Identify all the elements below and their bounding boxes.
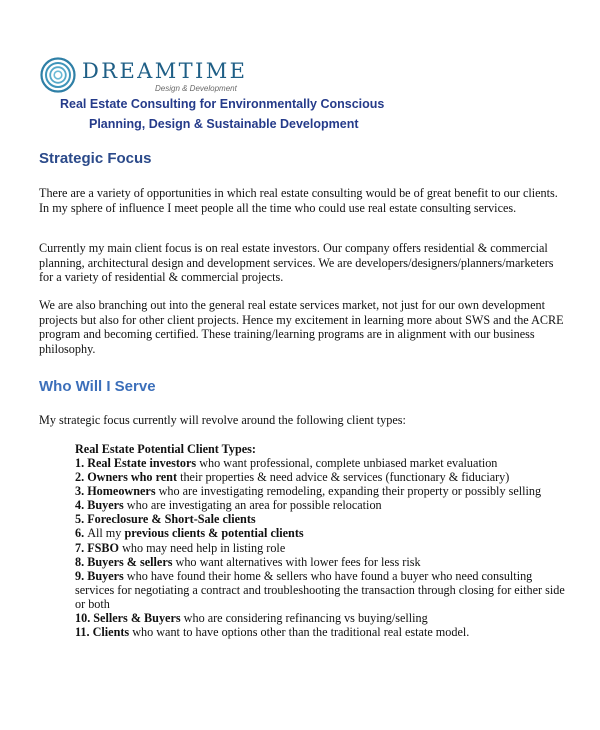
list-item (75, 526, 565, 540)
header-banner (34, 52, 416, 138)
item-number: 11. (75, 625, 93, 640)
list-item (75, 498, 565, 512)
tagline-line-1: Real Estate Consulting for Environmentally Conscious (60, 97, 385, 111)
item-rest: who have found their home & sellers who have found a buyer who need consulting services for negotiating a contract and troubleshooting the transaction through closing for either side or both (75, 568, 565, 611)
item-bold: Buyers (87, 568, 124, 583)
brand-name: DREAMTIME (82, 59, 248, 83)
item-number: 3. (75, 484, 88, 499)
item-bold: Real Estate investors (87, 456, 197, 470)
list-item (75, 456, 565, 470)
list-item (75, 512, 565, 526)
client-types-title: Real Estate Potential Client Types: (75, 442, 256, 456)
item-number: 2. (75, 470, 88, 485)
item-bold: FSBO (87, 540, 120, 555)
list-item (75, 484, 565, 498)
item-bold: Homeowners (87, 484, 156, 499)
item-number: 8. (75, 554, 88, 569)
item-bold: Sellers & Buyers (93, 611, 181, 626)
strategic-focus-heading: Strategic Focus (39, 150, 152, 167)
item-number: 1. (75, 456, 88, 470)
item-rest: who are investigating remodeling, expanding their property or possibly selling (155, 484, 542, 499)
item-bold: Owners who rent (87, 470, 178, 485)
spiral-logo-icon (40, 57, 76, 93)
item-bold: Buyers & sellers (87, 554, 173, 569)
brand-subtitle: Design & Development (155, 84, 237, 93)
item-number: 5. (75, 512, 88, 527)
list-item (75, 569, 565, 611)
list-item (75, 555, 565, 569)
list-item (75, 470, 565, 484)
list-item (75, 625, 565, 639)
item-bold: Buyers (87, 498, 124, 513)
item-rest: who are investigating an area for possible relocation (123, 498, 382, 513)
list-item (75, 611, 565, 625)
item-bold: previous clients & potential clients (124, 526, 304, 541)
item-rest: their properties & need advice & services (functionary & fiduciary) (177, 470, 510, 485)
client-types-list (75, 456, 565, 639)
item-rest: who are considering refinancing vs buying/selling (180, 611, 428, 626)
list-item (75, 541, 565, 555)
paragraph: There are a variety of opportunities in which real estate consulting would be of great benefit to our clients. In my sphere of influence I meet people all the time who could use real estate consulting services. (39, 186, 558, 215)
item-number: 9. (75, 568, 88, 583)
item-number: 7. (75, 540, 88, 555)
item-bold: Foreclosure & Short-Sale clients (87, 512, 256, 527)
item-number: 10. (75, 611, 94, 626)
item-rest: who want to have options other than the traditional real estate model. (129, 625, 470, 640)
serve-intro: My strategic focus currently will revolve around the following client types: (39, 413, 406, 427)
paragraph: Currently my main client focus is on real estate investors. Our company offers residential & commercial planning, architectural design and development services. We are developers/designers/planners/marketers for a variety of residential & commercial projects. (39, 241, 554, 285)
item-rest: who want professional, complete unbiased market evaluation (196, 456, 498, 470)
item-rest: who may need help in listing role (119, 540, 286, 555)
item-number: 4. (75, 498, 88, 513)
tagline-line-2: Planning, Design & Sustainable Development (89, 117, 359, 131)
item-rest: who want alternatives with lower fees for less risk (172, 554, 421, 569)
who-will-i-serve-heading: Who Will I Serve (39, 378, 156, 395)
item-pre: All my (87, 526, 125, 541)
item-bold: Clients (92, 625, 130, 640)
item-number: 6. (75, 526, 88, 541)
paragraph: We are also branching out into the general real estate services market, not just for our own development projects but also for other client projects. Hence my excitement in learning more about SWS and the ACRE program and becoming certified. These training/learning programs are in alignment with our business philosophy. (39, 298, 564, 356)
